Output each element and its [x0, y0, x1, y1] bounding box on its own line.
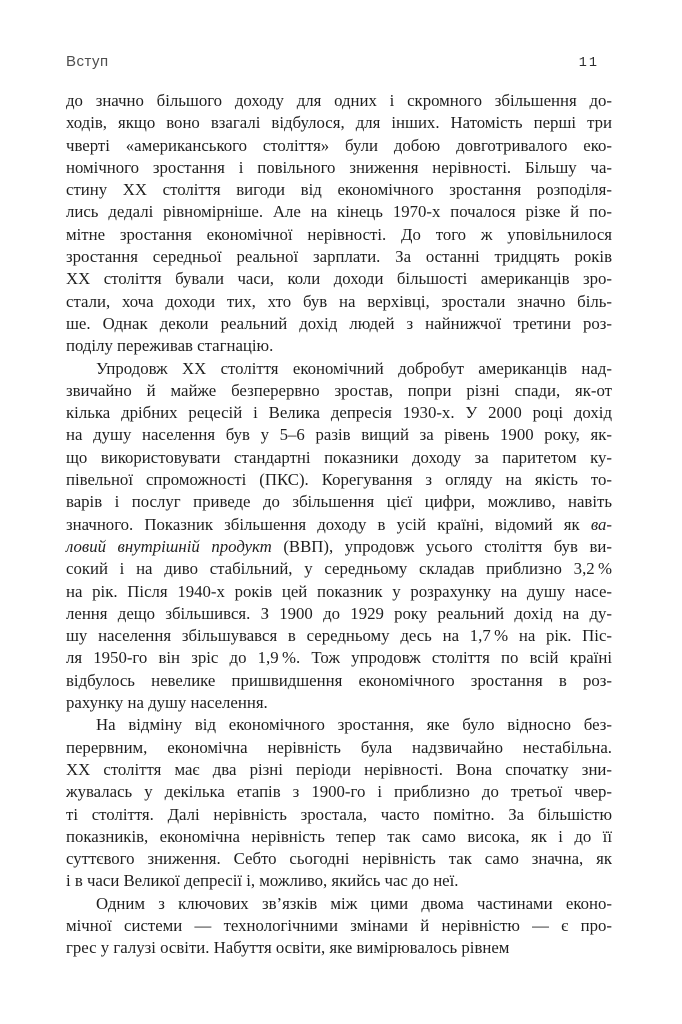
text-line: Одним з ключових зв’язків між цими двома частинами еконо- — [96, 893, 612, 913]
text-line: перервним, економічна нерівність була надзвичайно нестабільна. — [66, 737, 612, 757]
text-line: лись дедалі рівномірніше. Але на кінець 1970-х почалося різке й по- — [66, 202, 612, 222]
text-line: ходів, якщо воно взагалі відбулося, для інших. Натомість перші три — [66, 113, 612, 133]
text-line: кілька дрібних рецесій і Велика депресія 1930-х. У 2000 році дохід — [66, 403, 612, 423]
text-line: на душу населення був у 5–6 разів вищий за рівень 1900 року, як- — [66, 425, 612, 445]
text-line: мітне зростання економічної нерівності. До того ж уповільнилося — [66, 224, 612, 244]
text-line: ті століття. Далі нерівність зростала, часто помітно. За більшістю — [66, 804, 612, 824]
paragraph — [66, 358, 612, 715]
paragraph — [66, 893, 612, 960]
text-line: рахунку на душу населення. — [66, 693, 268, 713]
text-line: номічного зростання і повільного зниження нерівності. Більшу ча- — [66, 157, 612, 177]
text-line: шу населення збільшувався в середньому десь на 1,7 % на рік. Піс- — [66, 626, 612, 646]
section-title: Вступ — [66, 53, 109, 70]
paragraph — [66, 90, 612, 358]
text-line: варів і послуг приведе до збільшення цієї цифри, можливо, навіть — [66, 492, 612, 512]
text-line: і в часи Великої депресії і, можливо, якийсь час до неї. — [66, 871, 459, 891]
text-line: звичайно й майже безперервно зростав, попри різні спади, як-от — [66, 380, 612, 400]
text-line: чверті «американського століття» були добою довготривалого еко- — [66, 135, 612, 155]
text-line: На відміну від економічного зростання, яке було відносно без- — [96, 715, 612, 735]
text-line: стину XX століття вигоди від економічного зростання розподіля- — [66, 180, 612, 200]
text-line: показників, економічна нерівність тепер так само висока, як і до її — [66, 826, 612, 846]
text-line: жувалась у декілька етапів з 1900-го і приблизно до третьої чвер- — [66, 782, 612, 802]
text-line: півельної спроможності (ПКС). Корегування з огляду на якість то- — [66, 470, 612, 490]
text-line: сокий і на диво стабільний, у середньому складав приблизно 3,2 % — [66, 559, 612, 579]
text-line: на рік. Після 1940-х років цей показник у розрахунку на душу насе- — [66, 581, 612, 601]
text-line: XX століття має два різні періоди нерівності. Вона спочатку зни- — [66, 759, 612, 779]
text-segment: ва- — [590, 514, 612, 534]
text-line: Упродовж XX століття економічний добробут американців над- — [96, 358, 612, 378]
text-segment: (ВВП), упродовж усього століття був ви- — [271, 536, 612, 556]
page-text — [66, 90, 612, 960]
text-line: що використовувати стандартні показники доходу за паритетом ку- — [66, 447, 612, 467]
text-line: стали, хоча доходи тих, хто був на верхівці, зростали значно біль- — [66, 291, 612, 311]
text-line: ше. Однак деколи реальний дохід людей з найнижчої третини роз- — [66, 313, 612, 333]
text-line: мічної системи — технологічними змінами й нерівністю — є про- — [66, 915, 612, 935]
text-line — [66, 514, 612, 536]
paragraph — [66, 714, 612, 892]
text-line: зростання середньої реальної зарплати. За останні тридцять років — [66, 247, 612, 267]
text-line: ля 1950-го він зріс до 1,9 %. Тож упродовж століття по всій країні — [66, 648, 612, 668]
text-line — [66, 536, 612, 558]
text-line: лення дещо збільшився. З 1900 до 1929 року реальний дохід на ду- — [66, 603, 612, 623]
text-line: суттєвого зниження. Себто сьогодні нерівність так само значна, як — [66, 849, 612, 869]
text-line: поділу переживав стагнацію. — [66, 336, 274, 356]
text-line: відбулось невелике пришвидшення економічного зростання в роз- — [66, 670, 612, 690]
page-number: 11 — [578, 56, 599, 71]
text-segment: ловий внутрішній продукт — [66, 536, 272, 556]
text-segment: значного. Показник збільшення доходу в усій країні, відомий як — [66, 514, 591, 534]
text-line: до значно більшого доходу для одних і скромного збільшення до- — [66, 91, 612, 110]
running-header — [66, 53, 610, 71]
text-line: грес у галузі освіти. Набуття освіти, яке вимірювалось рівнем — [66, 938, 510, 958]
text-line: XX століття бували часи, коли доходи більшості американців зро- — [66, 269, 612, 289]
